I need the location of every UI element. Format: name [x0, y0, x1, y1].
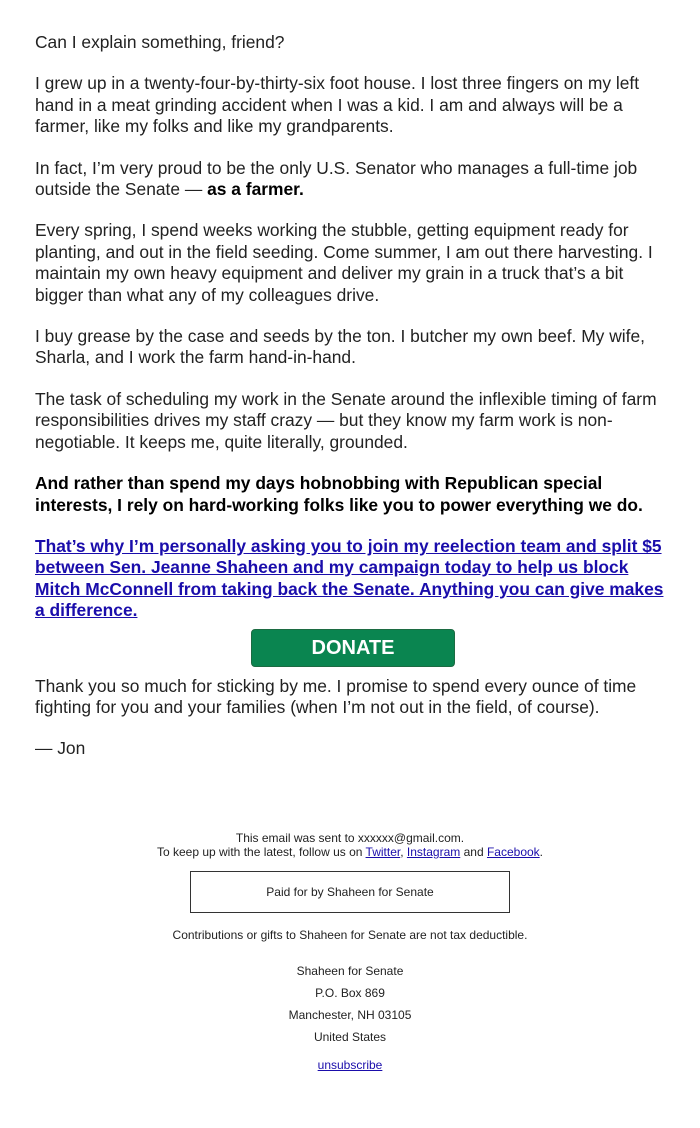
follow-prefix: To keep up with the latest, follow us on	[156, 845, 366, 859]
sent-to-prefix: This email was sent to	[235, 831, 358, 845]
follow-period: .	[539, 845, 544, 859]
instagram-link[interactable]: Instagram	[406, 845, 461, 859]
unsubscribe-link[interactable]: unsubscribe	[317, 1058, 383, 1072]
paragraph-grease: I buy grease by the case and seeds by the ton. I butcher my own beef. My wife, Sharla, and I work the farm hand-in-hand.	[35, 326, 645, 368]
twitter-link[interactable]: Twitter	[365, 845, 401, 859]
footer	[0, 831, 700, 1072]
follow-comma: ,	[400, 845, 407, 859]
farmer-emphasis: as a farmer.	[207, 179, 304, 200]
follow-line	[0, 845, 700, 859]
paragraph-special-interests: And rather than spend my days hobnobbing with Republican special interests, I rely on hard-working folks like you to power everything we do.	[35, 473, 643, 515]
signature: — Jon	[35, 738, 86, 759]
donate-wrapper	[35, 629, 671, 667]
paragraph-spring: Every spring, I spend weeks working the stubble, getting equipment ready for planting, and out in the field seeding. Come summer, I am out there harvesting. I maintain my own heavy equipment and deliver my grain in a truck that’s a bit bigger than what any of my colleagues drive.	[35, 220, 653, 305]
email-body	[35, 32, 671, 780]
facebook-link[interactable]: Facebook	[486, 845, 540, 859]
greeting: Can I explain something, friend?	[35, 32, 285, 52]
recipient-email: xxxxxx@gmail.com	[357, 831, 461, 845]
paragraph-upbringing: I grew up in a twenty-four-by-thirty-six foot house. I lost three fingers on my left hand in a meat grinding accident when I was a kid. I am and always will be a farmer, like my folks and like my grandparents.	[35, 73, 640, 137]
paragraph-thank-you: Thank you so much for sticking by me. I promise to spend every ounce of time fighting for you and your families (when I’m not out in the field, of course).	[35, 675, 637, 717]
follow-and: and	[460, 845, 487, 859]
cta-link[interactable]: That’s why I’m personally asking you to join my reelection team and split $5 between Sen. Jeanne Shaheen and my campaign today to help us block Mitch McConnell from taking back the Senate. Anything you can give makes a difference.	[35, 535, 664, 621]
tax-disclaimer: Contributions or gifts to Shaheen for Senate are not tax deductible.	[172, 928, 528, 942]
paid-for-text: Paid for by Shaheen for Senate	[266, 885, 434, 899]
mailing-address	[0, 960, 700, 1048]
donate-button[interactable]: DONATE	[251, 629, 455, 667]
paragraph-senator-farmer-text: In fact, I’m very proud to be the only U.S. Senator who manages a full-time job outside the Senate —	[35, 157, 638, 200]
sent-to-suffix: .	[460, 831, 465, 845]
paragraph-senator-farmer	[35, 158, 671, 201]
sent-to-line	[0, 831, 700, 845]
cta-paragraph	[35, 536, 671, 622]
address-org: Shaheen for Senate	[296, 964, 404, 978]
address-city: Manchester, NH 03105	[288, 1008, 412, 1022]
paragraph-scheduling: The task of scheduling my work in the Senate around the inflexible timing of farm responsibilities drives my staff crazy — but they know my farm work is non-negotiable. It keeps me, quite literally, grounded.	[35, 388, 657, 452]
address-po-box: P.O. Box 869	[315, 986, 385, 1000]
address-country: United States	[313, 1030, 387, 1044]
paid-for-box	[190, 871, 510, 913]
